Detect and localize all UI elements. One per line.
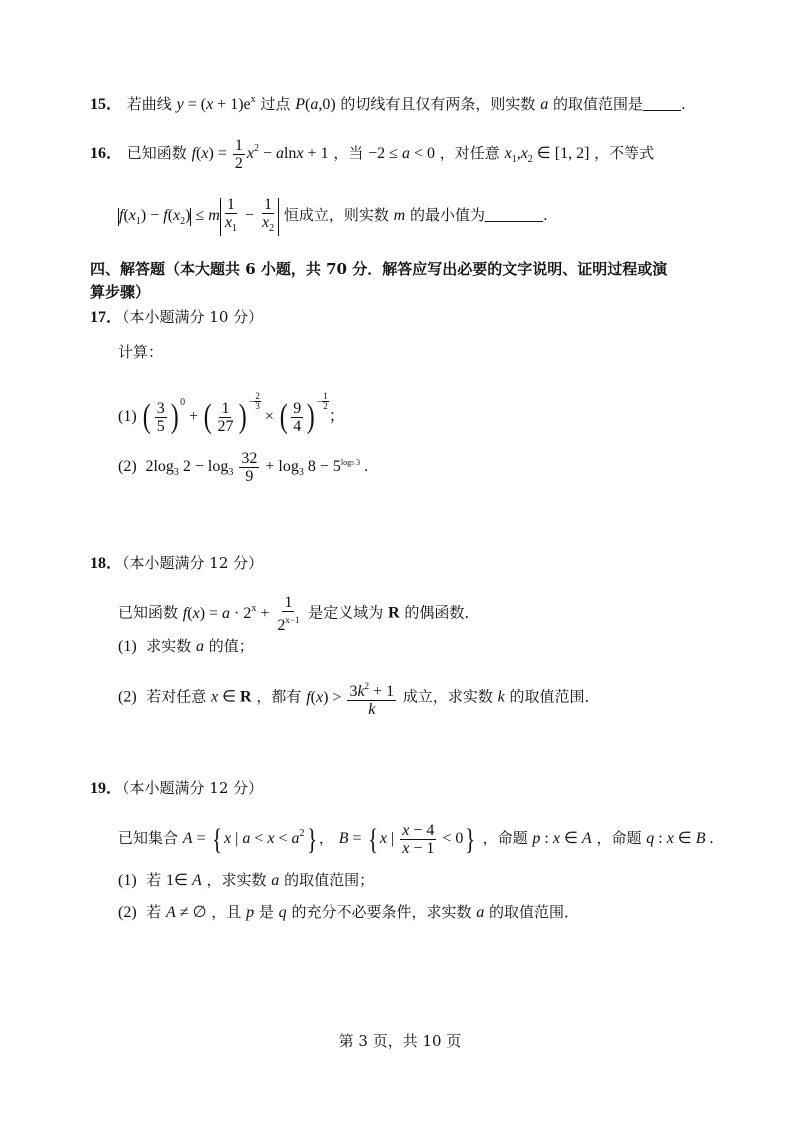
math-point: P(a,0) [295, 96, 336, 113]
math-function: f(x) = $\frac{1}{2}$ $x^2 - alnx + 1$ [191, 137, 329, 172]
question-18-stem: 已知函数 $f(x) = a \cdot 2^x$ + $\frac{1}{2^{x-1}}$ 是定义域为 R 的偶函数． [118, 594, 480, 634]
question-15: 15． 若曲线 $y = (x + 1)e^x$ 过点 P(a,0) 的切线有且仅有两条，则实数 a 的取值范围是 . [90, 94, 686, 113]
question-18-part2: (2) 若对任意 x ∈ R ，都有 f(x) > $\frac{3k^2 + 1}{k}$ 成立，求实数 k 的取值范围． [118, 678, 600, 718]
question-17-header: 17．（本小题满分 10 分） [90, 308, 264, 326]
question-16: 16． 已知函数 f(x) = $\frac{1}{2}$ $x^2 - alnx + 1$ ，当 −2 ≤ a < 0 ，对任意 $x_1,x_2$ ∈ [1, 2] ，不等式 [90, 137, 655, 172]
question-16-inequality: $f(x_1) - f(x_2) \le m$ $\frac{1}{x_1}$ − $\frac{1}{x_2}$ 恒成立，则实数 m 的最小值为 . [119, 196, 548, 234]
question-19-stem: 已知集合 A = { x | $a < x < a^2$} ， B = { x | $\frac{x - 4}{x - 1}$ < 0} ，命题 p : x ∈ A ，命题 q : x ∈ B . [118, 822, 714, 857]
section-heading-cont: 算步骤） [90, 283, 151, 301]
question-19-part1: (1) 若 1∈ A ，求实数 a 的取值范围； [118, 871, 375, 889]
page-footer: 第 3 页，共 10 页 [338, 1032, 462, 1050]
answer-blank [643, 96, 681, 111]
section-heading: 四、解答题（本大题共 6 小题，共 70 分．解答应写出必要的文字说明、证明过程或演 [90, 260, 668, 278]
answer-blank [485, 207, 543, 222]
question-17-calc: 计算： [118, 343, 164, 361]
question-17-part2: (2) $2\log_3$ $2 - \log_3$ $\frac{32}{9}$ + $\log_3 8 - 5^{log5 3}$ . [118, 450, 369, 485]
question-17-part1: (1) ( $\frac{3}{5}$ ) $^0$ + ( $\frac{1}{27}$ ) $^{- \frac{2}{3}}$ × ( $\frac{9}{4}$ ) $^{- \frac{1}{2}}$ ； [118, 391, 345, 436]
math-curve: $y = (x + 1)e^x$ [176, 94, 256, 113]
question-19-header: 19．（本小题满分 12 分） [90, 779, 264, 797]
question-19-part2: (2) 若 A ≠ ∅ ，且 p 是 q 的充分不必要条件，求实数 a 的取值范围． [118, 903, 580, 921]
question-18-header: 18．（本小题满分 12 分） [90, 554, 264, 572]
question-18-part1: (1) 求实数 a 的值； [118, 637, 254, 655]
